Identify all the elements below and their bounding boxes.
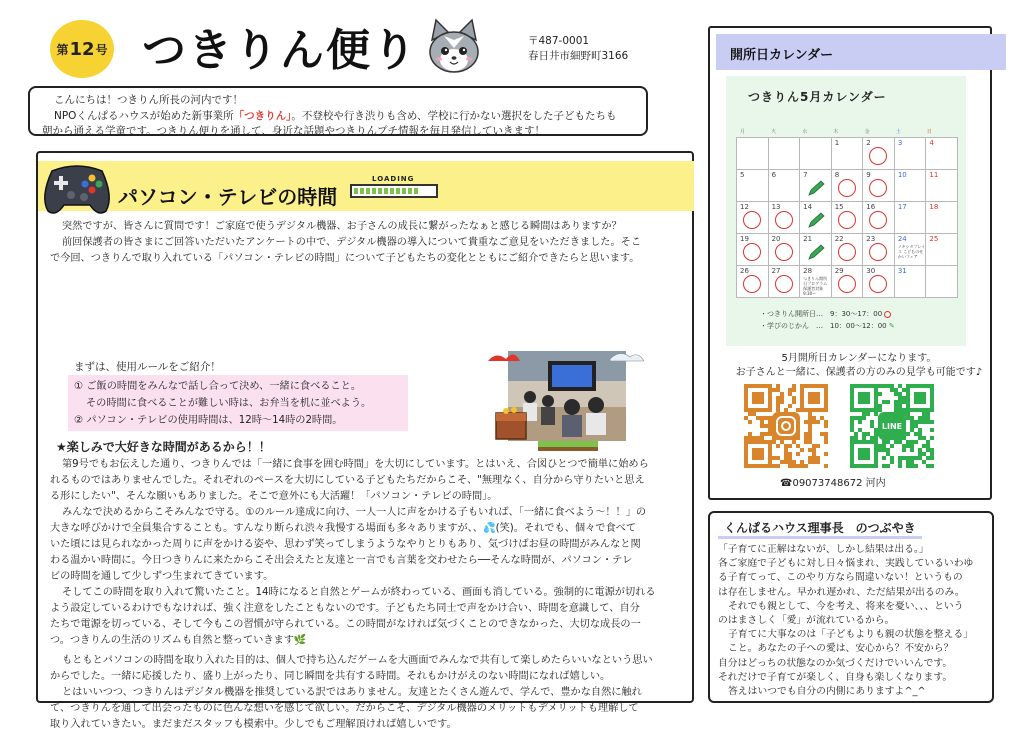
article-body-line: る形にしたい"、そんな願いもありました。そこで意外にも大活躍！「パソコン・テレビの時間」。 [50, 491, 498, 502]
column-line: 自分はどっちの状態なのか気づくだけでいいんです。 [718, 657, 953, 669]
open-day-ring-icon [775, 275, 793, 293]
gamepad-icon [38, 157, 116, 219]
column-line: のはまさしく「愛」が流れているから。 [718, 615, 895, 627]
section-headline: ★楽しみで大好きな時間があるから！！ [56, 440, 271, 454]
calendar-day [832, 138, 864, 170]
legend-open [760, 308, 895, 320]
calendar-day [863, 138, 895, 170]
column-line: それでも親として、今を考え、将来を憂い、、、という [728, 600, 964, 612]
day-number: 19 [740, 235, 749, 243]
loading-segment [354, 188, 358, 194]
open-day-ring-icon [869, 211, 887, 229]
open-day-ring-icon [775, 211, 793, 229]
column-line: る子育てって、このやり方なら間違いない！というもの [718, 572, 963, 584]
day-number: 6 [771, 171, 777, 179]
article-body-line: 大きな呼びかけで全員集合することも。すんなり断られ渋々我慢する場面も多々ありますが、、💦(笑)。それでも、個々で食べて [50, 523, 637, 534]
calendar-day [769, 170, 801, 202]
open-day-ring-icon [743, 211, 761, 229]
intro-box [28, 86, 648, 136]
calendar-day [800, 202, 832, 234]
open-day-ring-icon [838, 211, 856, 229]
intro-highlight: 「つきりん」 [233, 109, 292, 122]
calendar-day [769, 234, 801, 266]
calendar-header: 開所日カレンダー [716, 34, 1006, 70]
calendar-title: つきりん5月カレンダー [748, 90, 887, 104]
article-body-line: いた頃には見られなかった周りに声をかける姿や、思わず笑ってしまうようなやりとりもあり、気づけばお昼の時間がみんなと関 [50, 539, 641, 550]
event-note: つきりん開所日プログラム 保護者対象 9:30〜 [803, 276, 828, 296]
day-number: 3 [897, 139, 903, 147]
legend-study-text: ・学びのじかん … 10：00〜12：00 [760, 322, 887, 330]
day-number: 4 [929, 139, 934, 147]
column-body [718, 543, 990, 699]
article-body-line: つ。つきりんの生活のリズムも自然と整っていきます🌿 [50, 635, 307, 646]
column-line: 「子育てに正解はないが、しかし結果は出る。」 [718, 544, 929, 555]
intro-line-3: 朝から通える学童です。つきりん便りを通して、身近な話題やつきりんプチ情報を毎月発信していきます！ [42, 125, 545, 137]
calendar-day [800, 234, 832, 266]
calendar-sheet [726, 76, 966, 346]
article-body-line: 第9号でもお伝えした通り、つきりんでは「一緒に食事を囲む時間」を大切にしています。とはいえ、合図ひとつで簡単に始めら [62, 459, 649, 470]
study-pencil-icon [806, 211, 826, 229]
postal-code: 〒487-0001 [528, 35, 590, 47]
instagram-qr-code[interactable] [744, 384, 828, 468]
calendar-cells [736, 137, 958, 298]
issue-badge [50, 20, 114, 78]
open-day-ring-icon [869, 179, 887, 197]
day-number: 22 [834, 235, 844, 243]
calendar-legend [760, 308, 895, 332]
day-number: 28 [803, 267, 813, 275]
day-number: 20 [771, 235, 781, 243]
calendar-day [863, 234, 895, 266]
open-day-ring-icon [743, 275, 761, 293]
article-body-line: とはいいつつ、つきりんはデジタル機器を推奨している訳ではありません。友達とたくさん遊んで、学んで、豊かな自然に触れ [62, 687, 642, 698]
loading-progress [350, 184, 438, 198]
day-number: 8 [834, 171, 840, 179]
calendar-day [800, 170, 832, 202]
calendar-day [832, 266, 864, 298]
column-title: くんぱるハウス理事長 のつぶやき [718, 519, 922, 539]
calendar-day [737, 170, 769, 202]
calendar-day [926, 170, 958, 202]
column-line: こと。あなたの子への愛は、安心から？不安から？ [728, 643, 954, 655]
day-number: 9 [866, 171, 871, 179]
study-pencil-icon [806, 243, 826, 261]
day-number: 31 [897, 267, 907, 275]
day-number: 12 [740, 203, 749, 211]
loading-segment [384, 188, 388, 194]
calendar-day [737, 266, 769, 298]
day-number: 5 [740, 171, 745, 179]
caption-line-1: 5月開所日カレンダーになります。 [781, 353, 937, 364]
article-body-line: からでした。一緒に応援したり、盛り上がったり、同じ瞬間を共有する時間。それもかけがえのない時間になれば嬉しい。 [50, 671, 611, 682]
calendar-day [863, 170, 895, 202]
calendar-day [895, 138, 927, 170]
calendar-panel [708, 26, 992, 500]
article-body-line: わる温かい時間に。今日つきりんに来たからこそ出会えたと友達と一言でも言葉を交わせたら──そんな時間が、パソコン・テレ [50, 555, 633, 566]
open-day-ring-icon [869, 275, 887, 293]
calendar-day [769, 138, 801, 170]
issue-suffix: 号 [95, 42, 108, 57]
intro-line-2b: 。不登校や行き渋りも含め、学校に行かない選択をした子どもたちも [291, 109, 617, 122]
day-number: 30 [866, 267, 876, 275]
weekday-label: 月 [740, 129, 746, 135]
para1-line-3: で今回、つきりんで取り入れている「パソコン・テレビの時間」について子どもたちの変化とともにご紹介できたらと思います。 [50, 253, 640, 264]
calendar-caption [728, 352, 990, 380]
chairman-column [708, 511, 994, 703]
day-number: 10 [897, 171, 907, 179]
open-day-ring-icon [743, 243, 761, 261]
children-watching-tv-photo [486, 347, 646, 452]
calendar-day [895, 170, 927, 202]
day-number: 17 [897, 203, 907, 211]
loading-segment [372, 188, 376, 194]
loading-bar [350, 175, 438, 198]
legend-open-text: ・つきりん開所日… 9：30〜17：00 [760, 310, 883, 318]
loading-segment [366, 188, 370, 194]
calendar-day [863, 266, 895, 298]
caption-line-2: お子さんと一緒に、保護者の方のみの見学も可能です♪ [735, 367, 983, 378]
loading-segment [360, 188, 364, 194]
calendar-day [769, 202, 801, 234]
article-body-line: もともとパソコンの時間を取り入れた目的は、個人で持ち込んだゲームを大画面でみんなで共有して楽しめたらいいなという思い [62, 655, 653, 666]
article-header-band [38, 161, 694, 211]
issue-number: 12 [69, 38, 95, 60]
issue-prefix: 第 [56, 42, 69, 57]
calendar-day [737, 234, 769, 266]
day-number: 23 [866, 235, 876, 243]
rules-title: まずは、使用ルールをご紹介！ [74, 361, 221, 373]
day-number: 1 [834, 139, 840, 147]
day-number: 15 [834, 203, 844, 211]
calendar-day [895, 234, 927, 266]
ring-icon [884, 311, 891, 318]
weekday-label: 金 [864, 129, 870, 135]
loading-segment [396, 188, 400, 194]
calendar-day [800, 138, 832, 170]
weekday-label: 日 [926, 129, 932, 135]
calendar-day [926, 266, 958, 298]
article-body-line: 取り入れていきたい。まだまだスタッフも模索中。少しでもご理解頂ければ嬉しいです。 [50, 719, 457, 730]
open-day-ring-icon [838, 179, 856, 197]
open-day-ring-icon [775, 243, 793, 261]
calendar-day [737, 138, 769, 170]
calendar-day [832, 234, 864, 266]
day-number: 26 [740, 267, 749, 275]
article-body-line: そしてこの時間を取り入れて驚いたこと。14時になると自然とゲームが終わっている、画面も消している。強制的に電源が切れる [62, 587, 656, 598]
rule-1: ① ご飯の時間をみんなで話し合って決め、一緒に食べること。 [74, 381, 362, 392]
day-number: 21 [803, 235, 813, 243]
calendar-day [926, 202, 958, 234]
article-body-text [50, 457, 688, 733]
intro-line-1: こんにちは！つきりん所長の河内です！ [54, 94, 243, 106]
weekday-label: 火 [771, 129, 777, 135]
loading-segment [390, 188, 394, 194]
day-number: 2 [866, 139, 871, 147]
day-number: 16 [866, 203, 876, 211]
event-note: ノキシタプレイス こどものせかいフェア [897, 244, 926, 259]
article-body-line: みんなで決めるからこそみんなで守る。①のルール達成に向け、一人一人に声をかける子もいれば、「一緒に食べよう〜！！」の [62, 507, 647, 518]
intro-line-2 [42, 109, 636, 125]
weekday-label: 水 [802, 129, 808, 135]
pencil-icon: ✎ [888, 322, 895, 330]
calendar-weekdays [736, 128, 958, 137]
day-number: 13 [771, 203, 781, 211]
day-number: 11 [929, 171, 939, 179]
calendar-day [737, 202, 769, 234]
calendar-day [832, 202, 864, 234]
article-body-line: よう設定しているわけでもなければ、強く注意をしたこともないのです。子どもたち同士で声をかけ合い、時間を意識して、自分 [50, 603, 640, 614]
rule-2: ② パソコン・テレビの使用時間は、12時〜14時の2時間。 [74, 415, 343, 426]
calendar-day [926, 234, 958, 266]
column-line: 子育てに大事なのは「子どもよりも親の状態を整える」 [728, 629, 973, 641]
day-number: 18 [929, 203, 939, 211]
intro-line-2a: NPOくんぱるハウスが始めた新事業所 [54, 109, 234, 122]
legend-study [760, 320, 895, 332]
cat-mascot-icon [422, 18, 486, 78]
loading-segment [408, 188, 412, 194]
line-logo-text: LINE [881, 422, 903, 431]
calendar-day [800, 266, 832, 298]
column-line: それだけで子育てが楽しく、自身も楽しくなります。 [718, 671, 953, 683]
open-day-ring-icon [869, 147, 887, 165]
day-number: 29 [834, 267, 844, 275]
weekday-label: 木 [833, 129, 839, 135]
loading-segment [402, 188, 406, 194]
open-day-ring-icon [838, 243, 856, 261]
column-line: 答えはいつでも自分の内側にありますよ^_^ [728, 686, 926, 698]
street-address: 春日井市細野町3166 [528, 50, 629, 62]
calendar-day [895, 266, 927, 298]
calendar-day [926, 138, 958, 170]
day-number: 27 [771, 267, 781, 275]
intro-paragraph [50, 219, 688, 267]
calendar-grid [736, 128, 958, 298]
loading-label: LOADING [372, 175, 415, 183]
day-number: 14 [803, 203, 813, 211]
day-number: 25 [929, 235, 939, 243]
rules-box [68, 375, 408, 431]
phone-contact: ☎09073748672 河内 [780, 478, 886, 489]
column-line: 各ご家庭で子どもに対し日々悩まれ、実践しているいわゆ [718, 558, 974, 570]
study-pencil-icon [806, 179, 826, 197]
day-number: 7 [803, 171, 808, 179]
article-body-line: て、つきりんを通して出会ったものに色んな想いを感じて欲しい。だからこそ、デジタル機器のメリットもデメリットも理解して [50, 703, 639, 714]
article-body-line: ビの時間を通して少しずつ生まれてきています。 [50, 571, 274, 582]
calendar-day [895, 202, 927, 234]
calendar-day [832, 170, 864, 202]
article-body-line: たちで電源を切っている、そして今もこの習慣が守られている。この時間がなければ気づくことのできなかった、大切な成長の一 [50, 619, 641, 630]
main-article [36, 151, 694, 730]
para1-line-2: 前回保護者の皆さまにご回答いただいたアンケートの中で、デジタル機器の導入について貴重なご意見をいただきました。そこ [62, 237, 642, 248]
open-day-ring-icon [869, 243, 887, 261]
day-number: 24 [897, 235, 907, 243]
column-line: は存在しません。早かれ遅かれ、ただ結果が出るのみ。 [718, 586, 965, 598]
newsletter-title: つきりん便り [142, 25, 418, 76]
line-qr-code[interactable] [850, 384, 934, 468]
open-day-ring-icon [838, 275, 856, 293]
para1-line-1: 突然ですが、皆さんに質問です！ご家庭で使うデジタル機器、お子さんの成長に繋がったなぁと感じる瞬間はありますか？ [62, 221, 622, 232]
weekday-label: 土 [895, 129, 901, 135]
article-title: パソコン・テレビの時間 [118, 185, 338, 209]
rule-1-sub: その時間に食べることが難しい時は、お弁当を机に並べよう。 [86, 398, 372, 409]
calendar-day [863, 202, 895, 234]
article-body-line: れるものではありませんでした。それぞれのペースを大切にしている子どもたちだからこそ、"無理なく、自分から守りたいと思え [50, 475, 645, 486]
loading-segment [414, 188, 418, 194]
address-block [528, 34, 628, 64]
loading-segment [378, 188, 382, 194]
calendar-day [769, 266, 801, 298]
